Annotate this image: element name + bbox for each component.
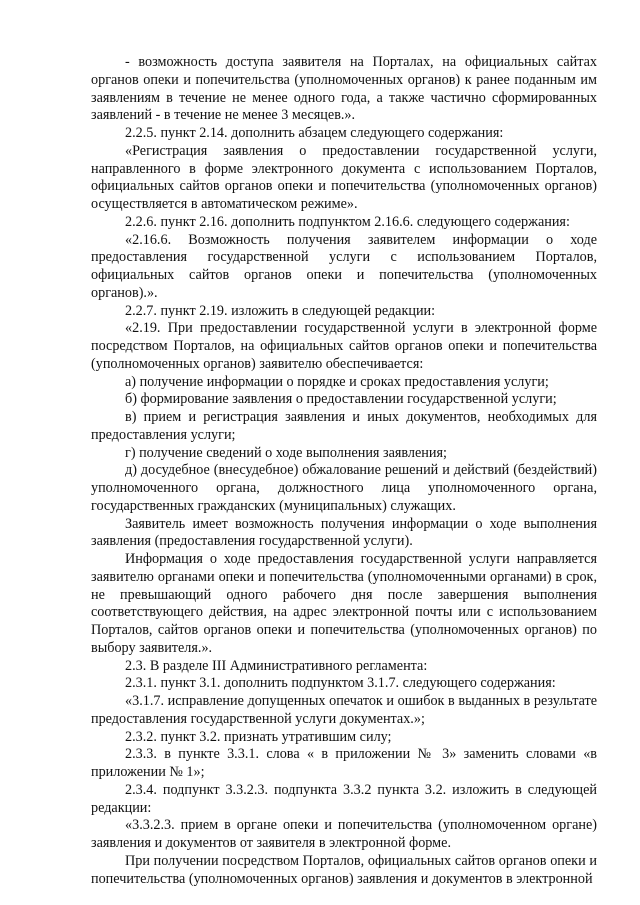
paragraph-2-19-quote: «2.19. При предоставлении государственной услуги в электронной форме посредством Порталов, на официальных сайтов органов опеки и попечительства (уполномоченных органов) заявителю обеспечивается:	[91, 320, 597, 372]
list-item-d: д) досудебное (внесудебное) обжалование решений и действий (бездействий) уполномоченного органа, должностного лица уполномоченного органа, государственных гражданских (муниципальных) служащих.	[91, 462, 597, 514]
paragraph-2-3-3: 2.3.3. в пункте 3.3.1. слова « в приложении № 3» заменить словами «в приложении № 1»;	[91, 746, 597, 780]
paragraph-registration-quote: «Регистрация заявления о предоставлении государственной услуги, направленного в форме электронного документа с использованием Порталов, официальных сайтов органов опеки и попечительства (уполномоченных органов) осуществляется в автоматическом режиме».	[91, 142, 597, 212]
paragraph-applicant-info: Заявитель имеет возможность получения информации о ходе выполнения заявления (предоставления государственной услуги).	[91, 515, 597, 550]
paragraph-2-2-7: 2.2.7. пункт 2.19. изложить в следующей редакции:	[125, 302, 436, 319]
paragraph-access-to-applications: - возможность доступа заявителя на Порталах, на официальных сайтах органов опеки и попечительства (уполномоченных органов) к ранее поданным им заявлениям в течение не менее одного года, а также частично сформированных заявлений - в течение не менее 3 месяцев.».	[91, 54, 597, 124]
paragraph-2-2-6: 2.2.6. пункт 2.16. дополнить подпунктом 2.16.6. следующего содержания:	[125, 213, 570, 230]
paragraph-3-1-7-quote: «3.1.7. исправление допущенных опечаток и ошибок в выданных в результате предоставления государственной услуги документах.»;	[91, 693, 597, 727]
paragraph-2-3-1: 2.3.1. пункт 3.1. дополнить подпунктом 3.1.7. следующего содержания:	[125, 675, 556, 692]
paragraph-progress-info: Информация о ходе предоставления государственной услуги направляется заявителю органами опеки и попечительства (уполномоченными органами) в срок, не превышающий одного рабочего дня после завершения выполнения соответствующего действия, на адрес электронной почты или с использованием Порталов, сайтов органов опеки и попечительства (уполномоченных органов) по выбору заявителя.».	[91, 551, 597, 656]
paragraph-2-2-5: 2.2.5. пункт 2.14. дополнить абзацем следующего содержания:	[125, 125, 504, 141]
list-item-b: б) формирование заявления о предоставлении государственной услуги;	[125, 391, 557, 408]
list-item-g: г) получение сведений о ходе выполнения заявления;	[125, 444, 447, 461]
paragraph-2-3: 2.3. В разделе III Административного регламента:	[125, 657, 428, 674]
document-page	[91, 54, 597, 888]
paragraph-2-16-6-quote: «2.16.6. Возможность получения заявителем информации о ходе предоставления государственной услуги с использованием Порталов, официальных сайтов органов опеки и попечительства (уполномоченных органов).».	[91, 231, 597, 301]
list-item-a: а) получение информации о порядке и сроках предоставления услуги;	[125, 373, 549, 390]
paragraph-3-3-2-3-quote: «3.3.2.3. прием в органе опеки и попечительства (уполномоченном органе) заявления и документов от заявителя в электронной форме.	[91, 817, 597, 851]
list-item-v: в) прием и регистрация заявления и иных документов, необходимых для предоставления услуги;	[91, 409, 597, 443]
paragraph-portal-receipt: При получении посредством Порталов, официальных сайтов органов опеки и попечительства (уполномоченных органов) заявления и документов в электронной	[91, 852, 597, 887]
paragraph-2-3-4: 2.3.4. подпункт 3.3.2.3. подпункта 3.3.2 пункта 3.2. изложить в следующей редакции:	[91, 781, 597, 816]
paragraph-2-3-2: 2.3.2. пункт 3.2. признать утратившим силу;	[125, 728, 392, 745]
